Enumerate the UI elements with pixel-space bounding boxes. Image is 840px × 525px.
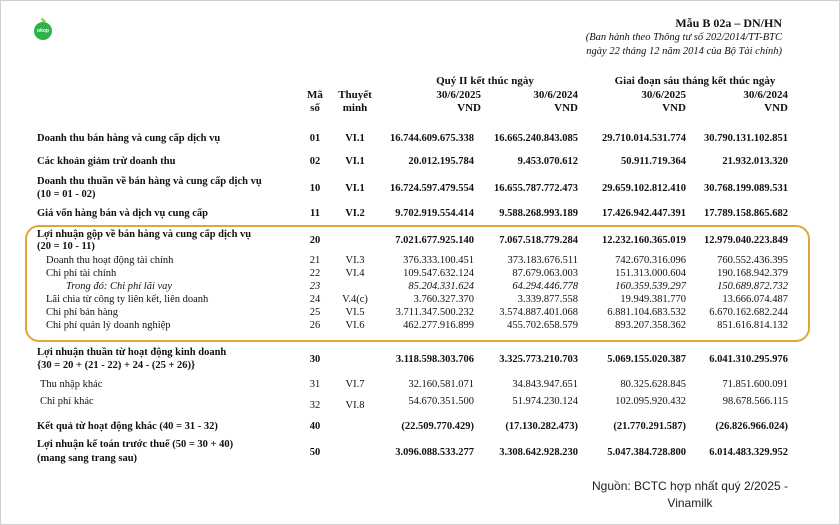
okop-logo (34, 22, 52, 40)
row-value: 160.359.539.297 (615, 281, 686, 292)
row-value: 3.096.088.533.277 (395, 447, 474, 458)
col-date-2 (480, 89, 578, 115)
row-label: Chi phí quản lý doanh nghiệp (46, 320, 171, 331)
row-value: 3.339.877.558 (517, 294, 578, 305)
row-code: 50 (309, 447, 321, 458)
source-line-2: Vinamilk (667, 496, 713, 510)
row-value: 54.670.351.500 (408, 396, 474, 407)
table-row (0, 254, 840, 268)
col-header-note-1: Thuyết (338, 89, 372, 101)
row-value: 16.744.609.675.338 (390, 133, 474, 144)
table-row-cont (0, 447, 840, 466)
row-note: V.4(c) (342, 294, 368, 305)
row-value: 851.616.814.132 (717, 320, 788, 331)
col-group-6m: Giai đoạn sáu tháng kết thúc ngày (614, 75, 776, 87)
row-value: 20.012.195.784 (408, 156, 474, 167)
row-value: 7.021.677.925.140 (395, 235, 474, 246)
row-label: Lợi nhuận kế toán trước thuế (50 = 30 + 40) (37, 439, 234, 450)
form-code: Mẫu B 02a – DN/HN (675, 16, 782, 30)
table-row (0, 420, 840, 434)
row-label: Lợi nhuận thuần từ hoạt động kinh doanh (37, 347, 227, 358)
row-value: 150.689.872.732 (717, 281, 788, 292)
row-value: 80.325.628.845 (620, 379, 686, 390)
row-value: 3.711.347.500.232 (395, 307, 474, 318)
row-label-formula: (20 = 10 - 11) (37, 241, 95, 252)
row-value: 21.932.013.320 (722, 156, 788, 167)
row-label: Các khoản giảm trừ doanh thu (37, 156, 176, 167)
row-value: 742.670.316.096 (615, 255, 686, 266)
row-value: 3.118.598.303.706 (395, 354, 474, 365)
row-value: 64.294.446.778 (512, 281, 578, 292)
row-note: VI.1 (345, 183, 365, 194)
row-note: VI.1 (345, 156, 365, 167)
row-value: 5.069.155.020.387 (607, 354, 686, 365)
row-label-formula: (10 = 01 - 02) (37, 189, 96, 200)
row-code: 22 (309, 268, 321, 279)
issued-line-2: ngày 22 tháng 12 năm 2014 của Bộ Tài chính) (586, 46, 782, 57)
table-row-cont (0, 354, 840, 373)
row-value: 151.313.000.604 (615, 268, 686, 279)
row-value: 3.760.327.370 (413, 294, 474, 305)
row-value: 13.666.074.487 (722, 294, 788, 305)
row-value: 50.911.719.364 (620, 156, 686, 167)
row-label-note: (mang sang trang sau) (37, 453, 138, 464)
row-label: Kết quả từ hoạt động khác (40 = 31 - 32) (37, 421, 218, 432)
row-value: 109.547.632.124 (403, 268, 474, 279)
row-code: 30 (309, 354, 321, 365)
row-value: 98.678.566.115 (722, 396, 788, 407)
row-code: 10 (309, 183, 321, 194)
table-row (0, 267, 840, 281)
row-value: 16.655.787.772.473 (494, 183, 578, 194)
row-code: 11 (310, 208, 320, 219)
col-header-note-2: minh (342, 102, 368, 114)
unit-2: VND (554, 102, 578, 114)
table-row (0, 132, 840, 146)
row-code: 31 (309, 379, 321, 390)
row-value: (22.509.770.429) (401, 421, 474, 432)
row-label: Trong đó: Chi phí lãi vay (66, 281, 173, 292)
row-note: VI.5 (345, 307, 365, 318)
date-1: 30/6/2025 (436, 89, 481, 101)
unit-3: VND (662, 102, 686, 114)
row-value: 30.768.199.089.531 (704, 183, 788, 194)
row-value: 12.979.040.223.849 (704, 235, 788, 246)
col-date-3 (588, 89, 686, 115)
row-label: Chi phí tài chính (46, 268, 117, 279)
table-row (0, 155, 840, 169)
table-row (0, 378, 840, 392)
table-row-cont (0, 235, 840, 254)
row-code: 23 (309, 281, 321, 292)
unit-4: VND (764, 102, 788, 114)
row-label: Lãi chia từ công ty liên kết, liên doanh (46, 294, 209, 305)
issued-line-1: (Ban hành theo Thông tư số 202/2014/TT-BTC (585, 32, 782, 43)
col-group-q2: Quý II kết thúc ngày (436, 75, 534, 87)
table-row (0, 207, 840, 221)
row-code: 26 (309, 320, 321, 331)
row-value: 3.308.642.928.230 (499, 447, 578, 458)
row-value: 5.047.384.728.800 (607, 447, 686, 458)
row-value: 462.277.916.899 (403, 320, 474, 331)
row-value: 17.426.942.447.391 (602, 208, 686, 219)
row-value: 12.232.160.365.019 (602, 235, 686, 246)
col-date-1 (385, 89, 481, 115)
row-code: 32 (309, 400, 321, 411)
col-header-note (330, 89, 380, 115)
row-value: 760.552.436.395 (717, 255, 788, 266)
row-value: 6.014.483.329.952 (709, 447, 788, 458)
table-row (0, 306, 840, 320)
row-value: 373.183.676.511 (507, 255, 578, 266)
row-value: 455.702.658.579 (507, 320, 578, 331)
row-value: 16.665.240.843.085 (494, 133, 578, 144)
row-code: 01 (309, 133, 321, 144)
row-value: 6.041.310.295.976 (709, 354, 788, 365)
col-header-code-2: số (310, 102, 320, 114)
row-value: 9.453.070.612 (517, 156, 578, 167)
table-row (0, 395, 840, 409)
row-value: 29.710.014.531.774 (602, 133, 686, 144)
row-value: 29.659.102.812.410 (602, 183, 686, 194)
row-value: 71.851.600.091 (722, 379, 788, 390)
col-header-code (300, 89, 330, 115)
row-value: 19.949.381.770 (620, 294, 686, 305)
row-code: 20 (309, 235, 321, 246)
row-value: 7.067.518.779.284 (499, 235, 578, 246)
row-value: 32.160.581.071 (408, 379, 474, 390)
table-row (0, 280, 840, 294)
row-value: 30.790.131.102.851 (704, 133, 788, 144)
source-caption (570, 478, 810, 512)
row-code: 25 (309, 307, 321, 318)
row-value: 9.702.919.554.414 (395, 208, 474, 219)
row-value: (21.770.291.587) (613, 421, 686, 432)
table-row (0, 319, 840, 333)
row-label: Doanh thu hoạt động tài chính (46, 255, 174, 266)
row-note: VI.3 (345, 255, 365, 266)
row-value: 87.679.063.003 (512, 268, 578, 279)
row-note: VI.4 (345, 268, 365, 279)
row-label-formula: {30 = 20 + (21 - 22) + 24 - (25 + 26)} (37, 360, 196, 371)
row-note: VI.8 (345, 400, 365, 411)
row-note: VI.1 (345, 133, 365, 144)
col-header-code-1: Mã (307, 89, 323, 101)
row-code: 02 (309, 156, 321, 167)
date-4: 30/6/2024 (743, 89, 788, 101)
row-label: Chi phí bán hàng (46, 307, 119, 318)
row-value: 16.724.597.479.554 (390, 183, 474, 194)
source-line-1: Nguồn: BCTC hợp nhất quý 2/2025 - (592, 479, 788, 493)
unit-1: VND (457, 102, 481, 114)
logo-text: okop (37, 28, 49, 34)
date-2: 30/6/2024 (533, 89, 578, 101)
row-value: 190.168.942.379 (717, 268, 788, 279)
row-label: Doanh thu bán hàng và cung cấp dịch vụ (37, 133, 221, 144)
row-value: (17.130.282.473) (505, 421, 578, 432)
row-label: Chi phí khác (40, 396, 94, 407)
row-code: 40 (309, 421, 321, 432)
row-label: Lợi nhuận gộp về bán hàng và cung cấp dịch vụ (37, 229, 252, 240)
row-value: 9.588.268.993.189 (499, 208, 578, 219)
row-value: 85.204.331.624 (408, 281, 474, 292)
row-value: 893.207.358.362 (615, 320, 686, 331)
row-note: VI.6 (345, 320, 365, 331)
row-value: 376.333.100.451 (403, 255, 474, 266)
row-value: (26.826.966.024) (715, 421, 788, 432)
row-code: 24 (309, 294, 321, 305)
row-value: 3.574.887.401.068 (499, 307, 578, 318)
table-row-cont (0, 183, 840, 202)
row-value: 34.843.947.651 (512, 379, 578, 390)
row-label: Thu nhập khác (40, 379, 103, 390)
row-note: VI.7 (345, 379, 365, 390)
row-note: VI.2 (345, 208, 365, 219)
row-code: 21 (309, 255, 321, 266)
row-value: 51.974.230.124 (512, 396, 578, 407)
row-value: 6.670.162.682.244 (709, 307, 788, 318)
row-label: Doanh thu thuần về bán hàng và cung cấp dịch vụ (37, 176, 262, 187)
col-date-4 (692, 89, 788, 115)
date-3: 30/6/2025 (641, 89, 686, 101)
table-row (0, 293, 840, 307)
row-value: 17.789.158.865.682 (704, 208, 788, 219)
row-value: 3.325.773.210.703 (499, 354, 578, 365)
row-value: 6.881.104.683.532 (607, 307, 686, 318)
row-value: 102.095.920.432 (615, 396, 686, 407)
row-label: Giá vốn hàng bán và dịch vụ cung cấp (37, 208, 208, 219)
